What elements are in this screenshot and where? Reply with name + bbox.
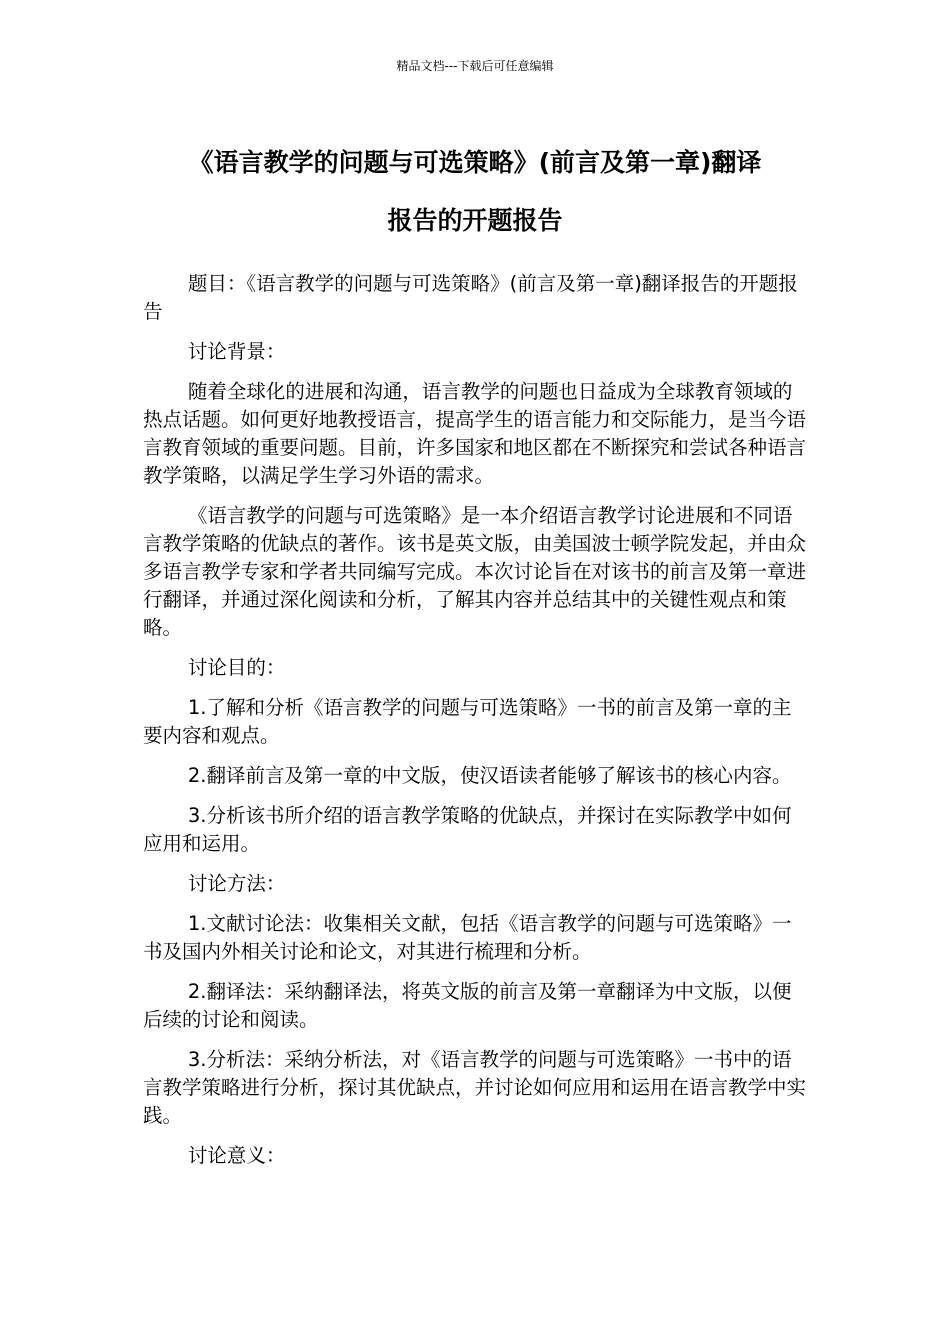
method-item-1: 1.文献讨论法：收集相关文献，包括《语言教学的问题与可选策略》一书及国内外相关讨论和论文，对其进行梳理和分析。 <box>143 912 792 963</box>
background-paragraph-1: 随着全球化的进展和沟通，语言教学的问题也日益成为全球教育领域的热点话题。如何更好地教授语言，提高学生的语言能力和交际能力，是当今语言教育领域的重要问题。目前，许多国家和地区都在不断探究和尝试各种语言教学策略，以满足学生学习外语的需求。 <box>143 380 807 487</box>
purpose-item-3: 3.分析该书所介绍的语言教学策略的优缺点，并探讨在实际教学中如何应用和运用。 <box>143 804 792 855</box>
section-heading-method: 讨论方法： <box>187 872 286 895</box>
purpose-item-2: 2.翻译前言及第一章的中文版，使汉语读者能够了解该书的核心内容。 <box>187 764 792 787</box>
title-line-1: 《语言教学的问题与可选策略》(前言及第一章)翻译 <box>188 148 762 177</box>
title-line-2: 报告的开题报告 <box>387 206 563 235</box>
section-heading-purpose: 讨论目的： <box>187 656 286 679</box>
section-heading-background: 讨论背景： <box>187 340 286 363</box>
background-paragraph-2: 《语言教学的问题与可选策略》是一本介绍语言教学讨论进展和不同语言教学策略的优缺点的著作。该书是英文版，由美国波士顿学院发起，并由众多语言教学专家和学者共同编写完成。本次讨论旨在对该书的前言及第一章进行翻译，并通过深化阅读和分析，了解其内容并总结其中的关键性观点和策略。 <box>143 504 807 639</box>
method-item-2: 2.翻译法：采纳翻译法，将英文版的前言及第一章翻译为中文版，以便后续的讨论和阅读。 <box>143 980 792 1031</box>
document-title <box>120 134 830 250</box>
section-heading-significance: 讨论意义： <box>187 1144 286 1167</box>
document-body <box>143 270 808 1182</box>
topic-paragraph: 题目：《语言教学的问题与可选策略》(前言及第一章)翻译报告的开题报告 <box>143 272 798 323</box>
method-item-3: 3.分析法：采纳分析法，对《语言教学的问题与可选策略》一书中的语言教学策略进行分析，探讨其优缺点，并讨论如何应用和运用在语言教学中实践。 <box>143 1048 807 1127</box>
purpose-item-1: 1.了解和分析《语言教学的问题与可选策略》一书的前言及第一章的主要内容和观点。 <box>143 696 792 747</box>
page-header-note: 精品文档---下载后可任意编辑 <box>396 59 554 73</box>
